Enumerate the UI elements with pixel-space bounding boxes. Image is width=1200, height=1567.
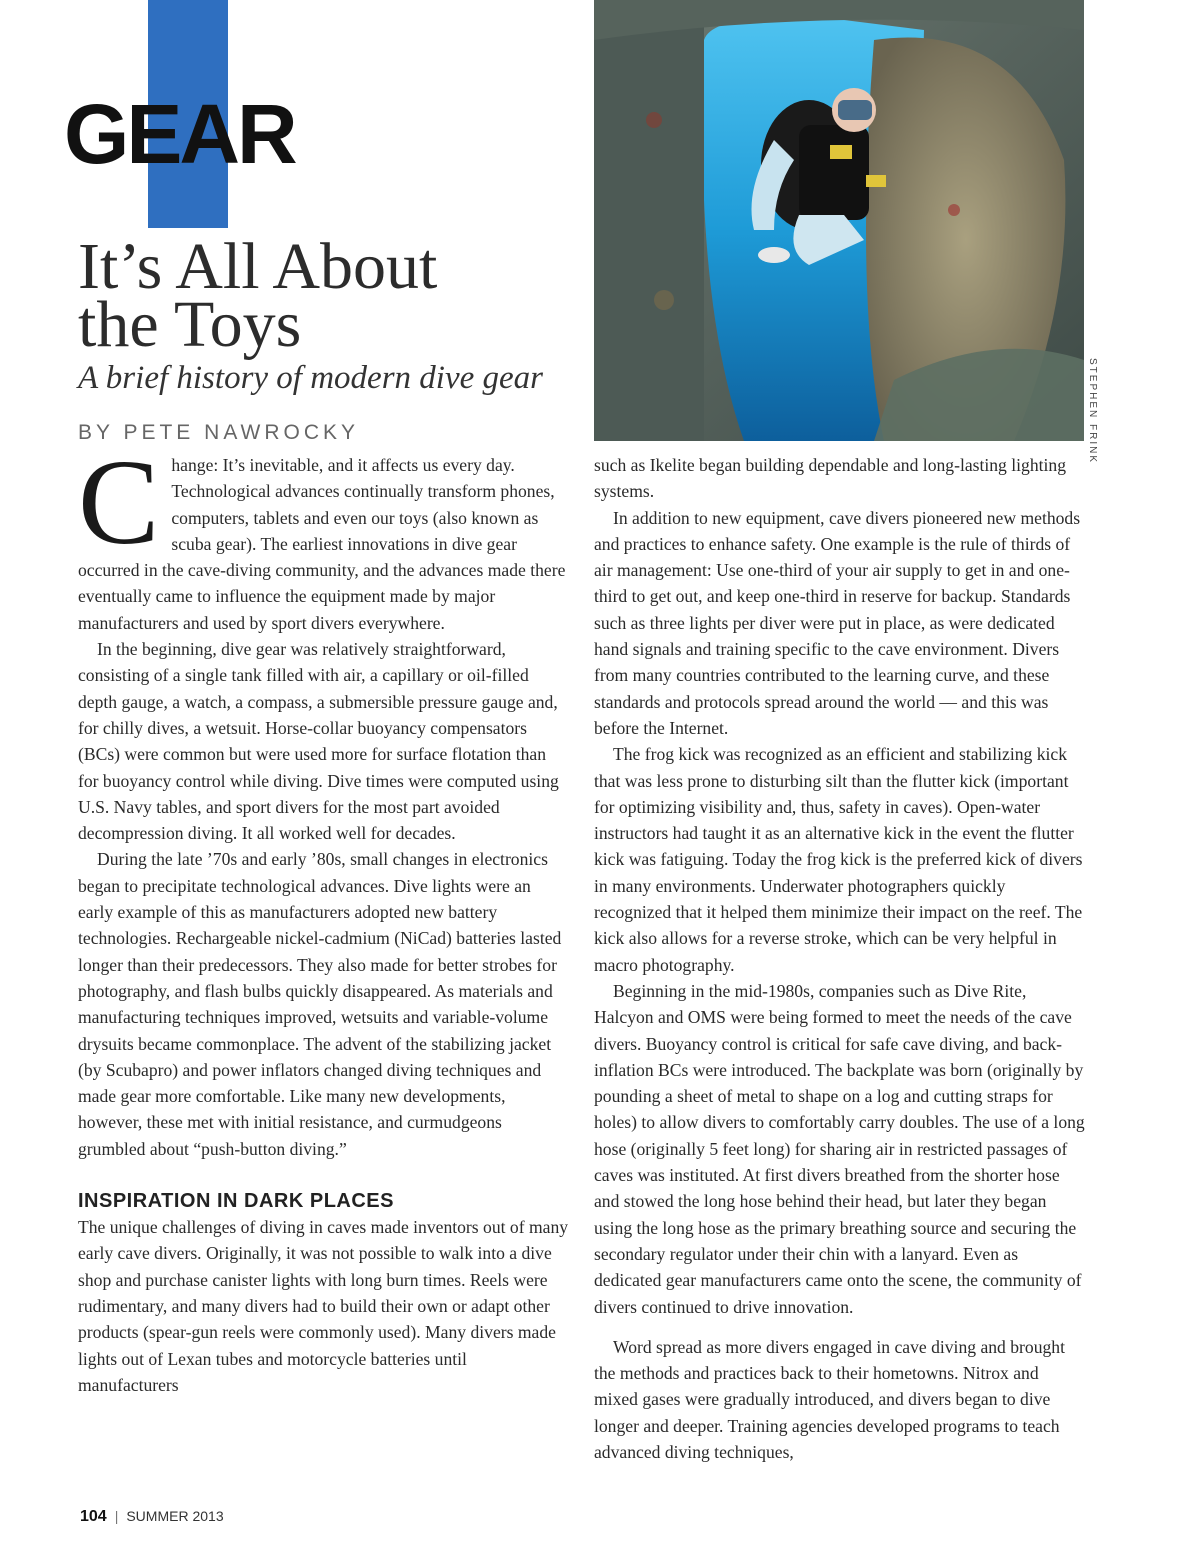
paragraph: such as Ikelite began building dependable and long-lasting lighting systems.	[594, 455, 1066, 502]
title-line-1: It’s All About	[78, 230, 438, 303]
paragraph: Word spread as more divers engaged in cave diving and brought the methods and practices back to their hometowns. Nitrox and mixed gases were gradually introduced, and divers began to dive longer and deeper. Training agencies developed programs to teach advanced diving techniques,	[594, 1336, 1065, 1462]
drop-cap: C	[78, 435, 160, 570]
section-subhead: INSPIRATION IN DARK PLACES	[78, 1190, 394, 1213]
paragraph: The unique challenges of diving in caves made inventors out of many early cave divers. Originally, it was not possible to walk into a dive shop and purchase canister lights with long burn times. Reels were rudimentary, and many divers had to build their own or adapt other products (spear-gun reels were commonly used). Many divers made lights out of Lexan tubes and motorcycle batteries until manufacturers	[78, 1217, 569, 1395]
paragraph-gap	[594, 1320, 1086, 1334]
page-footer	[80, 1508, 224, 1526]
paragraph: The frog kick was recognized as an efficient and stabilizing kick that was less prone to disturbing silt than the flutter kick (important for optimizing visibility and, thus, safety in caves). Open-water instructors had taught it as an alternative kick in the event the flutter kick was fatiguing. Today the frog kick is the preferred kick of divers in many environments. Underwater photographers quickly recognized that it helped them minimize their impact on the reef. The kick also allows for a reverse stroke, which can be very helpful in macro photography.	[594, 744, 1083, 975]
paragraph: hange: It’s inevitable, and it affects us every day. Technological advances continually transform phones, computers, tablets and even our toys (also known as scuba gear). The earliest innovations in dive gear occurred in the cave-diving community, and the advances made there eventually came to influence the equipment made by major manufacturers and used by sport divers everywhere.	[78, 455, 566, 633]
paragraph: Beginning in the mid-1980s, companies such as Dive Rite, Halcyon and OMS were being formed to meet the needs of the cave divers. Buoyancy control is critical for safe cave diving, and back-inflation BCs were introduced. The backplate was born (originally by pounding a sheet of metal to shape on a log and cutting straps for holes) to allow divers to comfortably carry doubles. The use of a long hose (originally 5 feet long) for sharing air in restricted passages of caves was instituted. At first divers breathed from the shorter hose and stowed the long hose behind their head, but later they began using the long hose as the primary breathing source and securing the secondary regulator under their chin with a lanyard. Even as dedicated gear manufacturers came onto the scene, the community of divers continued to drive innovation.	[594, 980, 1085, 1317]
footer-separator: |	[114, 1508, 119, 1524]
paragraph: In addition to new equipment, cave divers pioneered new methods and practices to enhance safety. One example is the rule of thirds of air management: Use one-third of your air supply to get in and one-third to get out, and keep one-third in reserve for backup. Standards such as three lights per diver were put in place, as were dedicated hand signals and training specific to the cave environment. Divers from many countries contributed to the learning curve, and these standards and protocols spread around the world — and this was before the Internet.	[594, 507, 1081, 738]
paragraph: In the beginning, dive gear was relatively straightforward, consisting of a single tank filled with air, a capillary or oil-filled depth gauge, a watch, a compass, a submersible pressure gauge and, for chilly dives, a wetsuit. Horse-collar buoyancy compensators (BCs) were common but were used more for surface flotation than for buoyancy control while diving. Dive times were computed using U.S. Navy tables, and sport divers for the most part avoided decompression diving. It all worked well for decades.	[78, 639, 559, 844]
section-label: GEAR	[64, 87, 295, 181]
article-title	[78, 230, 438, 361]
byline: BY PETE NAWROCKY	[78, 421, 360, 444]
right-column	[594, 452, 1086, 1465]
title-line-2: the Toys	[78, 288, 302, 361]
page-number: 104	[80, 1508, 107, 1525]
issue-label: SUMMER 2013	[126, 1508, 224, 1524]
article-subtitle: A brief history of modern dive gear	[78, 360, 543, 396]
left-column	[78, 435, 570, 1398]
paragraph: During the late ’70s and early ’80s, small changes in electronics began to precipitate technological advances. Dive lights were an early example of this as manufacturers adopted new battery technologies. Rechargeable nickel-cadmium (NiCad) batteries lasted longer than their predecessors. They also made for better strobes for photography, and flash bulbs quickly disappeared. As materials and manufacturing techniques improved, wetsuits and variable-volume drysuits became commonplace. The advent of the stabilizing jacket (by Scubapro) and power inflators changed diving techniques and made gear more comfortable. Like many new developments, however, these met with initial resistance, and curmudgeons grumbled about “push-button diving.”	[78, 849, 562, 1159]
diver-photo	[594, 0, 1084, 441]
photo-credit: STEPHEN FRINK	[1087, 358, 1098, 465]
